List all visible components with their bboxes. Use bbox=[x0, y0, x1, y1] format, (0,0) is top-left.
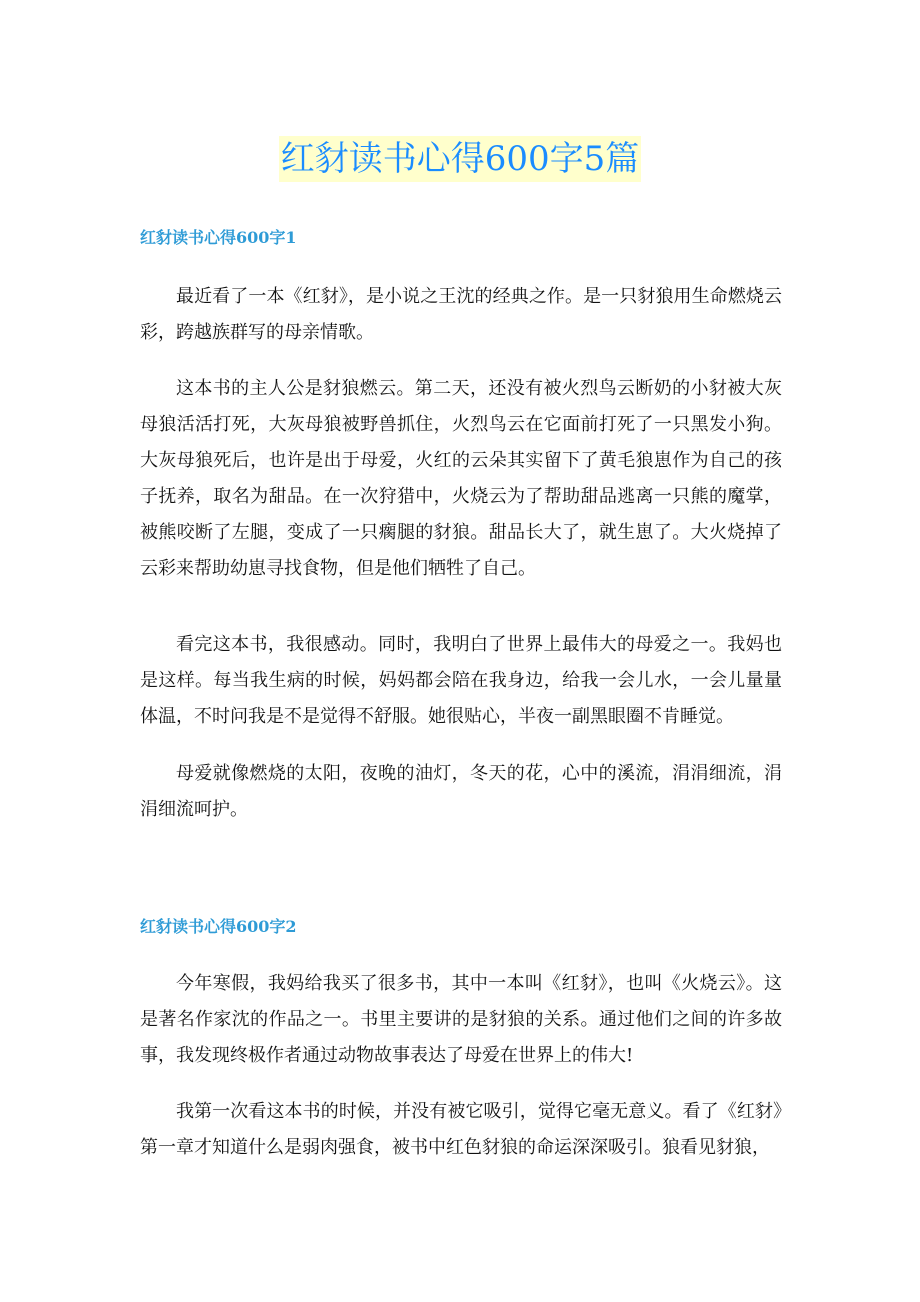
document-title: 红豺读书心得600字5篇 bbox=[279, 136, 642, 182]
section-heading: 红豺读书心得600字1 bbox=[140, 228, 297, 247]
section-heading: 红豺读书心得600字2 bbox=[140, 917, 297, 936]
paragraph: 看完这本书，我很感动。同时，我明白了世界上最伟大的母爱之一。我妈也是这样。每当我生病的时候，妈妈都会陪在我身边，给我一会儿水，一会儿量量体温，不时问我是不是觉得不舒服。她很贴心，半夜一副黑眼圈不肯睡觉。 bbox=[140, 634, 782, 727]
paragraph: 最近看了一本《红豺》，是小说之王沈的经典之作。是一只豺狼用生命燃烧云彩，跨越族群写的母亲情歌。 bbox=[140, 286, 782, 343]
paragraph: 这本书的主人公是豺狼燃云。第二天，还没有被火烈鸟云断奶的小豺被大灰母狼活活打死，大灰母狼被野兽抓住，火烈鸟云在它面前打死了一只黑发小狗。大灰母狼死后，也许是出于母爱，火红的云朵其实留下了黄毛狼崽作为自己的孩子抚养，取名为甜品。在一次狩猎中，火烧云为了帮助甜品逃离一只熊的魔掌，被熊咬断了左腿，变成了一只瘸腿的豺狼。甜品长大了，就生崽了。大火烧掉了云彩来帮助幼崽寻找食物，但是他们牺牲了自己。 bbox=[140, 378, 782, 579]
paragraph: 我第一次看这本书的时候，并没有被它吸引，觉得它毫无意义。看了《红豺》第一章才知道什么是弱肉强食，被书中红色豺狼的命运深深吸引。狼看见豺狼， bbox=[140, 1101, 782, 1158]
paragraph: 今年寒假，我妈给我买了很多书，其中一本叫《红豺》，也叫《火烧云》。这是著名作家沈的作品之一。书里主要讲的是豺狼的关系。通过他们之间的许多故事，我发现终极作者通过动物故事表达了母爱在世界上的伟大! bbox=[140, 973, 782, 1066]
title-container bbox=[0, 136, 920, 182]
paragraph: 母爱就像燃烧的太阳，夜晚的油灯，冬天的花，心中的溪流，涓涓细流，涓涓细流呵护。 bbox=[140, 763, 782, 820]
section-1 bbox=[140, 227, 782, 820]
section-2 bbox=[140, 916, 782, 1158]
